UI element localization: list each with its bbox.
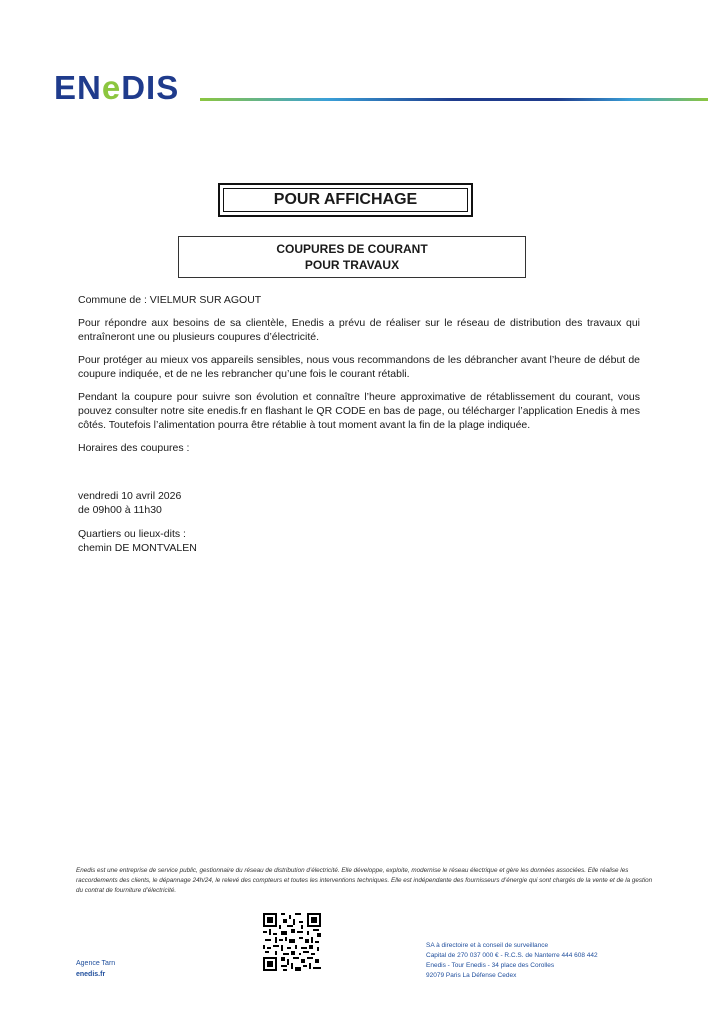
commune-line: Commune de : VIELMUR SUR AGOUT [78,294,262,306]
subtitle-line1: COUPURES DE COURANT [276,242,428,256]
agency-name: Agence Tarn [76,960,116,967]
title-box [218,183,473,217]
outage-time: de 09h00 à 11h30 [78,504,162,516]
paragraph-intro: Pour répondre aux besoins de sa clientèle, Enedis a prévu de réaliser sur le réseau de distribution des travaux qui entraîneront une ou plusieurs coupures d’électricité. [78,317,640,343]
subtitle-line2: POUR TRAVAUX [304,258,400,272]
company-line-3: Enedis - Tour Enedis - 34 place des Corolles [426,962,555,969]
company-line-4: 92079 Paris La Défense Cedex [426,972,517,979]
agency-site-link[interactable]: enedis.fr [76,971,106,978]
agency-info [76,958,115,980]
legal-notice: Enedis est une entreprise de service public, gestionnaire du réseau de distribution d’électricité. Elle développe, exploite, modernise le réseau électrique et gère les données associées. Elle réalise les raccordements des clients, le dépannage 24h/24, le relevé des compteurs et toutes les interventions techniques. Elle est indépendante des fournisseurs d’énergie qui sont chargés de la vente et de la gestion du contrat de fourniture d’électricité. [76,867,653,894]
header-divider [200,98,708,101]
notice-body [78,293,640,555]
paragraph-protection: Pour protéger au mieux vos appareils sensibles, nous vous recommandons de les débrancher avant l’heure de début de coupure indiquée, et de ne les rebrancher qu’une fois le courant rétabli. [78,354,640,380]
company-info [426,941,598,981]
paragraph-tracking: Pendant la coupure pour suivre son évolution et connaître l’heure approximative de rétablissement du courant, vous pouvez consulter notre site enedis.fr en flashant le QR CODE en bas de page, ou télécharger l’application Enedis à mes côtés. Toutefois l’alimentation pourra être rétablie à tout moment avant la fin de la plage indiquée. [78,391,640,431]
qr-code-icon[interactable] [263,913,321,971]
outage-date: vendredi 10 avril 2026 [78,490,182,502]
location-value: chemin DE MONTVALEN [78,542,197,554]
schedule-label: Horaires des coupures : [78,442,190,454]
subtitle-box [178,236,526,278]
company-line-1: SA à directoire et à conseil de surveillance [426,942,549,949]
locations-label: Quartiers ou lieux-dits : [78,528,186,540]
company-line-2: Capital de 270 037 000 € - R.C.S. de Nanterre 444 608 442 [426,952,598,959]
enedis-logo: ENeDIS [54,69,180,106]
title-label: POUR AFFICHAGE [223,188,468,212]
